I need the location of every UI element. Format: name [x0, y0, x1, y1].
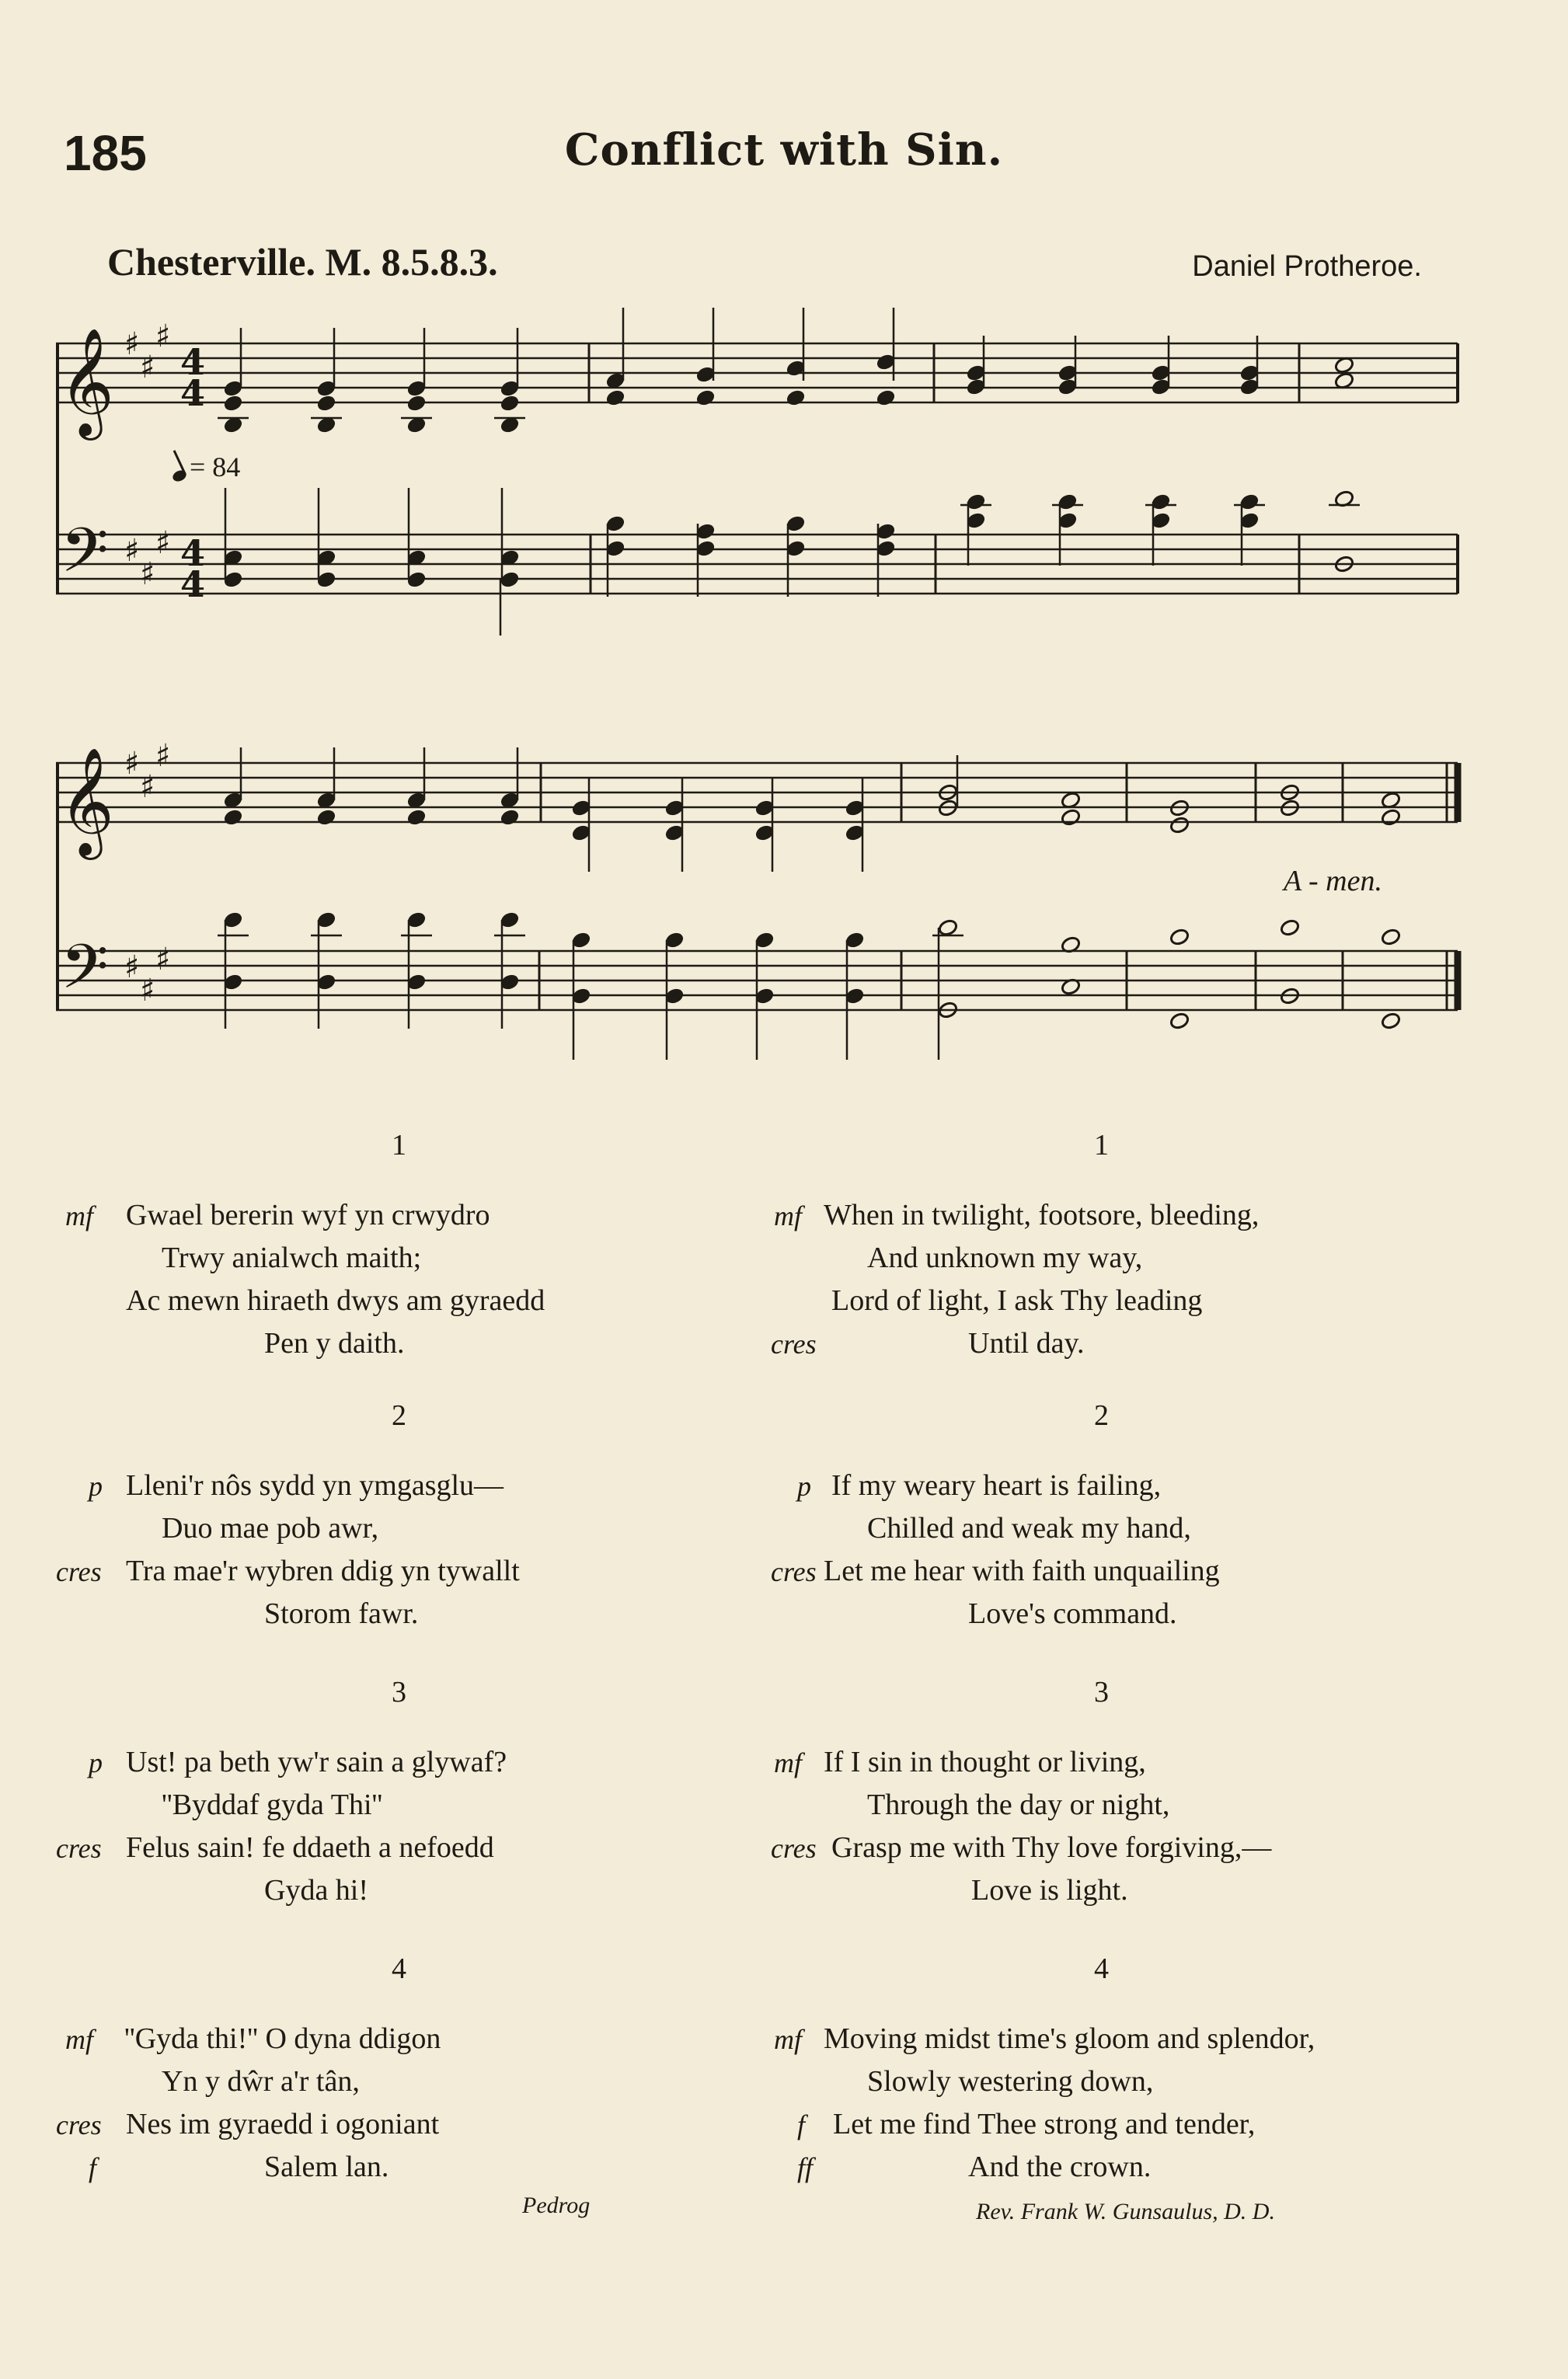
- note-head: [938, 918, 959, 937]
- note-head: [786, 388, 807, 407]
- verse-line: Salem lan.: [264, 2151, 389, 2183]
- dynamic-marking: mf: [774, 1200, 802, 1231]
- time-signature-bottom: 4: [180, 372, 206, 414]
- note-head: [876, 388, 897, 407]
- verse-line: Until day.: [968, 1327, 1085, 1360]
- verse-line: And the crown.: [968, 2151, 1152, 2183]
- sharp-icon: ♯: [124, 533, 140, 569]
- hymn-number: 185: [64, 125, 147, 181]
- verse-number: 1: [392, 1129, 406, 1162]
- sharp-icon: ♯: [124, 746, 140, 782]
- verse-line: Gwael bererin wyf yn crwydro: [126, 1199, 490, 1231]
- verse-line: Chilled and weak my hand,: [867, 1512, 1191, 1545]
- dynamic-marking: cres: [771, 1833, 817, 1864]
- note-head: [695, 388, 716, 407]
- note-head: [316, 808, 337, 827]
- tempo-marking: [172, 451, 240, 483]
- treble-clef-icon: 𝄞: [59, 747, 114, 855]
- dynamic-marking: mf: [65, 2024, 93, 2055]
- sharp-icon: ♯: [124, 326, 140, 362]
- welsh-author: Pedrog: [522, 2193, 591, 2218]
- verse-line: Ust! pa beth yw'r sain a glywaf?: [126, 1746, 507, 1778]
- dynamic-marking: cres: [56, 1556, 102, 1587]
- verse-line: And unknown my way,: [867, 1242, 1143, 1274]
- tune-name: Chesterville. M. 8.5.8.3.: [107, 240, 498, 284]
- note-head: [223, 394, 244, 413]
- note-head: [1169, 928, 1190, 946]
- verse-line: Ac mewn hiraeth dwys am gyraedd: [126, 1284, 545, 1317]
- dynamic-marking: f: [89, 2152, 97, 2183]
- sharp-icon: ♯: [140, 350, 155, 385]
- sharp-icon: ♯: [155, 738, 171, 774]
- note-head: [1169, 816, 1190, 834]
- sharp-icon: ♯: [124, 949, 140, 985]
- verse-line: ''Gyda thi!'' O dyna ddigon: [124, 2022, 441, 2055]
- time-signature-top: 4: [180, 532, 206, 574]
- verse-line: When in twilight, footsore, bleeding,: [824, 1199, 1260, 1231]
- note-head: [406, 808, 427, 827]
- note-head: [1061, 808, 1082, 827]
- verse-number: 4: [392, 1952, 406, 1985]
- time-signature-top: 4: [180, 341, 206, 383]
- verse-line: Moving midst time's gloom and splendor,: [824, 2022, 1315, 2055]
- treble-clef-icon: 𝄞: [59, 328, 114, 436]
- sharp-icon: ♯: [155, 319, 171, 354]
- verse-line: Gyda hi!: [264, 1874, 369, 1907]
- quarter-note-icon: [171, 468, 188, 483]
- dynamic-marking: mf: [65, 1200, 93, 1231]
- note-head: [500, 808, 521, 827]
- note-head: [605, 388, 626, 407]
- sharp-icon: ♯: [155, 525, 171, 561]
- verse-line: Pen y daith.: [264, 1327, 405, 1360]
- composer-name: Daniel Protheroe.: [1192, 250, 1422, 283]
- verse-line: Through the day or night,: [867, 1789, 1170, 1821]
- note-head: [1381, 1012, 1402, 1030]
- bass-clef-icon: 𝄢: [61, 514, 109, 601]
- verse-line: Nes im gyraedd i ogoniant: [126, 2108, 440, 2140]
- amen-label: A - men.: [1284, 865, 1382, 897]
- note-head: [1169, 1012, 1190, 1030]
- verse-line: ''Byddaf gyda Thi'': [162, 1789, 383, 1821]
- section-title: Conflict with Sin.: [564, 124, 1004, 176]
- note-head: [1280, 918, 1301, 937]
- bass-clef-icon: 𝄢: [61, 931, 109, 1018]
- verse-number: 3: [1094, 1676, 1109, 1708]
- verse-line: Tra mae'r wybren ddig yn tywallt: [126, 1555, 520, 1587]
- note-head: [1381, 808, 1402, 827]
- verse-number: 4: [1094, 1952, 1109, 1985]
- verse-number: 3: [392, 1676, 406, 1708]
- dynamic-marking: cres: [56, 2109, 102, 2140]
- time-signature-bottom: 4: [180, 563, 206, 605]
- dynamic-marking: ff: [797, 2152, 814, 2183]
- verse-line: Lord of light, I ask Thy leading: [831, 1284, 1203, 1317]
- dynamic-marking: cres: [56, 1833, 102, 1864]
- verse-line: Love's command.: [968, 1597, 1177, 1630]
- dynamic-marking: p: [89, 1471, 103, 1502]
- verse-line: Felus sain! fe ddaeth a nefoedd: [126, 1831, 494, 1864]
- verse-number: 2: [392, 1399, 406, 1432]
- verse-line: Let me find Thee strong and tender,: [833, 2108, 1256, 2140]
- note-head: [223, 808, 244, 827]
- verse-number: 2: [1094, 1399, 1109, 1432]
- dynamic-marking: f: [797, 2109, 806, 2140]
- note-head: [406, 394, 427, 413]
- dynamic-marking: mf: [774, 2024, 802, 2055]
- dynamic-marking: cres: [771, 1329, 817, 1360]
- verse-line: If my weary heart is failing,: [831, 1469, 1162, 1502]
- verse-line: If I sin in thought or living,: [824, 1746, 1146, 1778]
- note-head: [1381, 928, 1402, 946]
- verse-number: 1: [1094, 1129, 1109, 1162]
- verse-line: Love is light.: [971, 1874, 1128, 1907]
- dynamic-marking: p: [797, 1471, 811, 1502]
- dynamic-marking: mf: [774, 1747, 802, 1778]
- sharp-icon: ♯: [155, 942, 171, 977]
- note-head: [500, 394, 521, 413]
- verse-line: Duo mae pob awr,: [162, 1512, 379, 1545]
- dynamic-marking: p: [89, 1747, 103, 1778]
- verse-line: Lleni'r nôs sydd yn ymgasglu—: [126, 1469, 504, 1502]
- sharp-icon: ♯: [140, 556, 155, 592]
- verse-line: Grasp me with Thy love forgiving,—: [831, 1831, 1272, 1864]
- verse-line: Trwy anialwch maith;: [162, 1242, 422, 1274]
- sharp-icon: ♯: [140, 973, 155, 1008]
- verse-line: Slowly westering down,: [867, 2065, 1154, 2098]
- tempo-value: = 84: [190, 451, 241, 482]
- note-head: [316, 394, 337, 413]
- verse-line: Yn y dŵr a'r tân,: [162, 2065, 360, 2098]
- music-score: [0, 0, 1568, 1088]
- verse-line: Storom fawr.: [264, 1597, 419, 1630]
- english-author: Rev. Frank W. Gunsaulus, D. D.: [976, 2199, 1275, 2224]
- verse-line: Let me hear with faith unquailing: [824, 1555, 1220, 1587]
- sharp-icon: ♯: [140, 769, 155, 805]
- dynamic-marking: cres: [771, 1556, 817, 1587]
